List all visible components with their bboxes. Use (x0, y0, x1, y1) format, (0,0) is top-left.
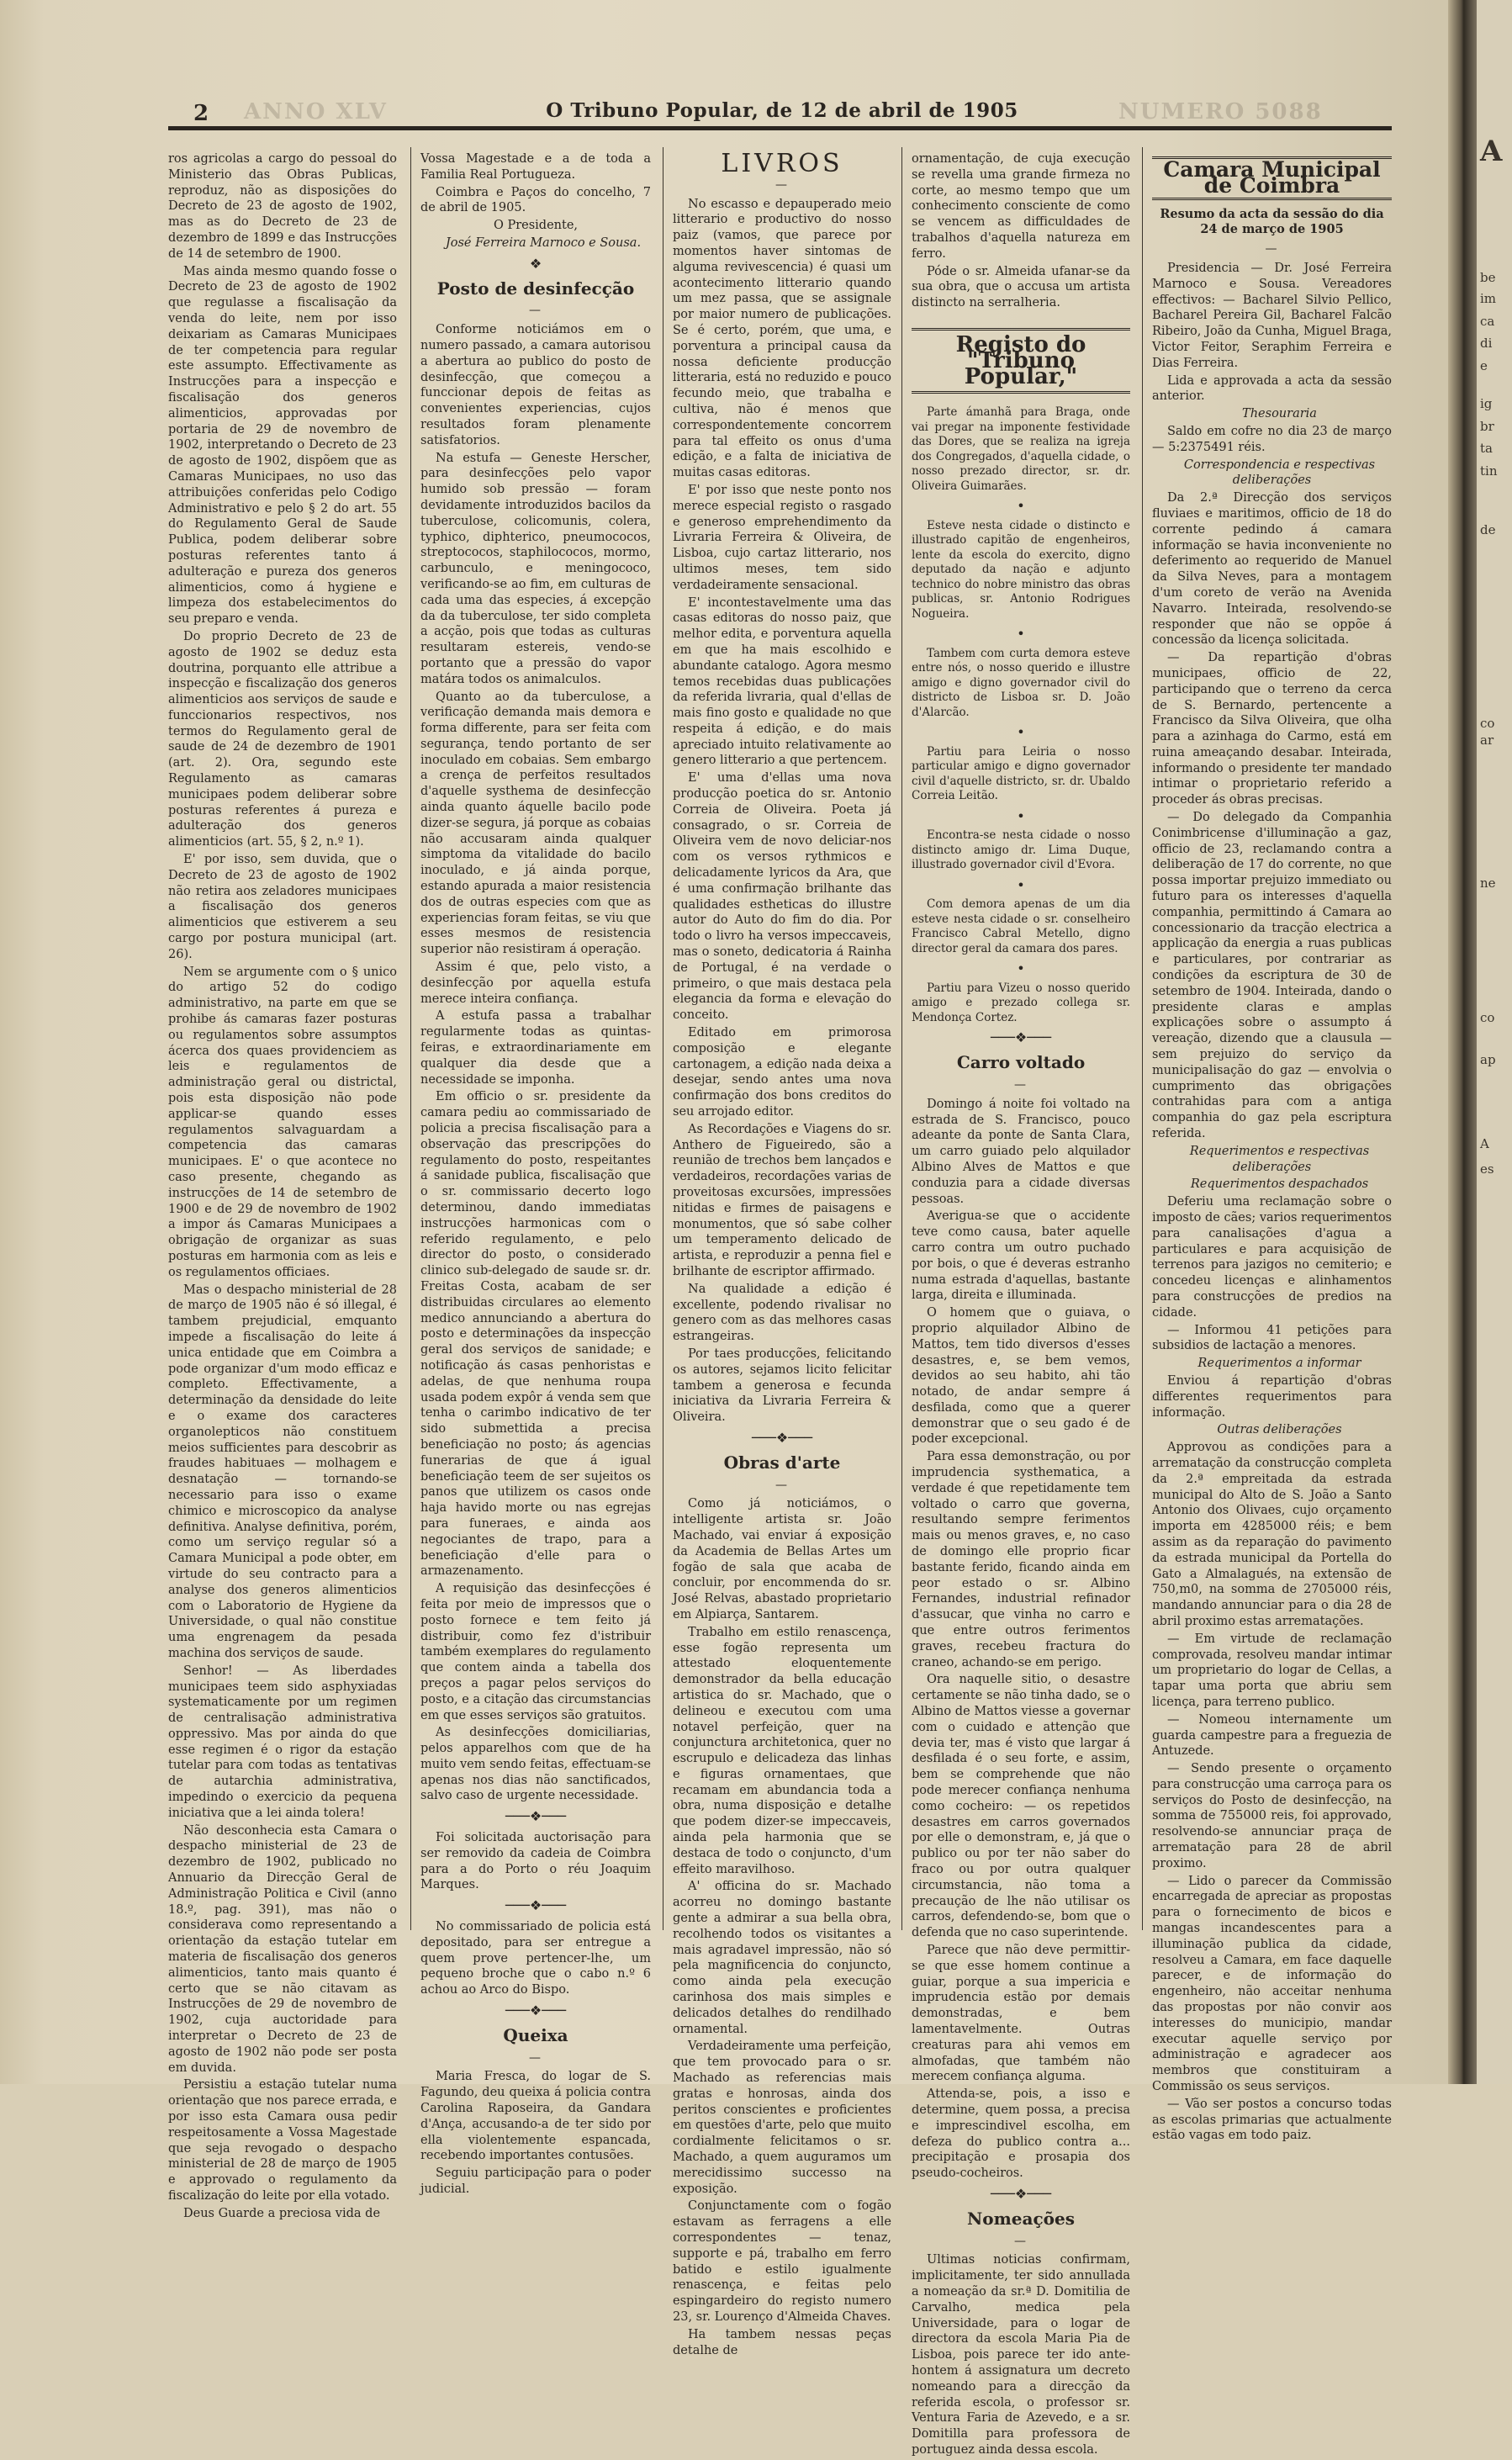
article-text: Vossa Magestade e a de toda a Familia Real Portugueza. (420, 152, 651, 182)
paragraph: Para essa demonstração, ou por imprudencia systhematica, a verdade é que repetidamente tem voltado o carro que governa, resultando sempre ferimentos mais ou menos graves, e, no caso de domingo elle proprio ficar bastante ferido, ficando ainda em peor estado o sr. Albino Fernandes, industrial refinador d'assucar, que vinha no carro e que entre outros ferimentos graves, recebeu fractura do craneo, achando-se em perigo. (912, 1450, 1130, 1669)
section-title-livros: LIVROS (721, 149, 843, 178)
item-separator: • (1017, 626, 1025, 643)
masthead: O Tribuno Popular, de 12 de abril de 1905 (546, 99, 1018, 122)
paragraph: No escasso e depauperado meio litterario e productivo do nosso paiz (vamos, que parece por momentos haver sintomas de alguma revivescencia) é quasi um acontecimento litterario quando um mez passa, que se assignale por maior numero de publicações. Se é certo, porém, que uma, e porventura a principal causa da nossa deficiente producção litteraria, está no reduzido e pouco fecundo meio, que trabalha e cultiva, não é menos que correspondentemente concorrem para tal effeito os onus d'uma edição, e a falta de iniciativa de muitas casas editoras. (673, 197, 891, 480)
next-page-fragment: co (1480, 1010, 1495, 1025)
subsection-despachados: Requerimentos despachados (1190, 1177, 1369, 1192)
next-page-fragment: A (1480, 1136, 1489, 1151)
paragraph: A' officina do sr. Machado acorreu no domingo bastante gente a admirar a sua bella obra, recolhendo todos os visitantes a mais agradavel impressão, não só pela magnificencia do conjuncto, como ainda pela execução carinhosa dos mais simples e delicados detalhes do rendilhado ornamental. (673, 1880, 891, 2036)
brief-news: Foi solicitada auctorisação para ser removido da cadeia de Coimbra para a do Porto o réu Joaquim Marques. (420, 1831, 651, 1892)
next-page-fragment: ne (1480, 876, 1496, 891)
subsection-correspondencia: Correspondencia e respectivas deliberações (1183, 458, 1376, 488)
paragraph: Partiu para Leiria o nosso particular amigo e digno governador civil d'aquelle districto, sr. dr. Ubaldo Correia Leitão. (912, 744, 1130, 803)
next-page-fragment: co (1480, 716, 1495, 731)
paragraph: Editado em primorosa composição e elegante cartonagem, a edição nada deixa a desejar, sendo antes uma nova confirmação dos bons creditos do seu arrojado editor. (673, 1026, 891, 1119)
paragraph: Do proprio Decreto de 23 de agosto de 1902 se deduz esta doutrina, porquanto elle attribue a inspecção e fiscalização dos generos alimenticios aos serviços de saude e funccionarios respectivos, nos termos do Regulamento geral de saude de 24 de dezembro de 1901 (art. 2). Ora, segundo este Regulamento as camaras municipaes podem deliberar sobre posturas referentes á pureza e adulteração dos generos alimenticios (art. 55, § 2, n.º 1). (168, 629, 397, 849)
brief-news: No commissariado de policia está depositado, para ser entregue a quem prove pertencer-lhe, um pequeno broche que o cabo n.º 6 achou ao Arco do Bispo. (420, 1920, 651, 1997)
paragraph: — Da repartição d'obras municipaes, officio de 22, participando que o terreno da cerca de S. Bernardo, pertencente a Francisco da Silva Oliveira, que olha para a azinhaga do Carmo, está em ruina ameaçando desabar. Inteirada, informando o presidente ter mandado intimar o proprietario referido a proceder ás obras precisas. (1152, 651, 1392, 807)
paragraph: Ha tambem nessas peças detalhe de (673, 2327, 891, 2357)
section-title-nomeacoes: Nomeações (967, 2208, 1075, 2229)
paragraph: — Em virtude de reclamação comprovada, resolveu mandar intimar um proprietario do logar de Cellas, a tapar uma porta que abriu sem licença, para terreno publico. (1152, 1632, 1392, 1709)
ornament-divider: ───❖─── (990, 1029, 1052, 1046)
column-5 (1152, 151, 1392, 2145)
paragraph: Assim é que, pelo visto, a desinfecção por aquella estufa merece inteira confiança. (420, 960, 651, 1006)
title-divider: — (1265, 242, 1279, 257)
column-1 (168, 151, 397, 2224)
informar-text: Enviou á repartição d'obras differentes requerimentos para informação. (1152, 1373, 1392, 1420)
paragraph: Conforme noticiámos em o numero passado, a camara autorisou a abertura ao publico do posto de desinfecção, que começou a funccionar depois de feitas as convenientes experiencias, cujos resultados foram plenamente satisfatorios. (420, 323, 651, 447)
column-2 (420, 151, 651, 2199)
paragraph: Attenda-se, pois, a isso e determine, quem possa, a precisa e imprescindivel escolha, em defeza do publico contra a... precipitação e prosapia dos pseudo-cocheiros. (912, 2087, 1130, 2181)
article-text (912, 151, 1130, 311)
paragraph: Mas o despacho ministerial de 28 de março de 1905 não é só illegal, é tambem prejudicial, emquanto impede a fiscalisação do leite á unica entidade que em Coimbra a pode organizar d'um modo efficaz e completo. Effectivamente, a determinação da densidade do leite e o exame dos caracteres organolepticos não constituem meios sufficientes para descobrir as fraudes habituaes — molhagem e desnatação — tornando-se necessario para isso o exame chimico e microscopico da analyse definitiva. Analyse definitiva, porém, como um serviço regular só a Camara Municipal a pode obter, em virtude do seu contracto para a analyse dos generos alimenticios com o Laboratorio de Hygiene da Universidade, o qual não constitue uma engrenagem da pesada machina dos serviços de saude. (168, 1283, 397, 1660)
paragraph: Tambem com curta demora esteve entre nós, o nosso querido e illustre amigo e digno governador civil do districto de Lisboa sr. D. João d'Alarcão. (912, 646, 1130, 719)
paragraph: As desinfecções domiciliarias, pelos apparelhos com que de ha muito vem sendo feitas, effectuam-se apenas nos dias não sanctificados, salvo caso de urgente necessidade. (420, 1726, 651, 1803)
column-rule (410, 147, 411, 1930)
paragraph: Em officio o sr. presidente da camara pediu ao commissariado de policia a precisa fiscalisação para a observação das prescripções do regulamento do posto, respeitantes á sanidade publica, fiscalisação que o sr. commissario decerto logo determinou, dando immediatas instrucções harmonicas com o referido regulamento, e pelo director do posto, o considerado clinico sub-delegado de saude sr. dr. Freitas Costa, acabam de ser distribuidas circulares ao elemento medico annunciando a abertura do posto e determinações da inspecção geral dos serviços de sanidade; e notificação ás casas penhoristas e adelas, de que nenhuma roupa usada podem expôr á venda sem que tenha o carimbo indicativo de ter sido submettida a precisa beneficiação no posto; ás agencias funerarias de que á igual beneficiação teem de ser sujeitos os panos que utilizem os casos onde haja havido morte ou nas egrejas para funeraes, e ainda aos negociantes de trapo, para a beneficiação d'elle para o armazenamento. (420, 1090, 651, 1579)
next-page-fragment: br (1480, 419, 1494, 434)
paragraph: E' por isso que neste ponto nos merece especial registo o rasgado e generoso emprehendimento da Livraria Ferreira & Oliveira, de Lisboa, cujo cartaz litterario, nos ultimos meses, tem sido verdadeiramente sensacional. (673, 483, 891, 592)
title-divider: — (775, 177, 789, 192)
title-divider: — (529, 304, 542, 318)
bleed-through-text-left: ANNO XLV (244, 99, 388, 124)
subsection-outras: Outras deliberações (1217, 1423, 1342, 1437)
ornament-divider: ❖ (529, 255, 542, 272)
paragraph: — Sendo presente o orçamento para construcção uma carroça para os serviços do Posto de desinfecção, na somma de 755000 reis, foi approvado, resolvendo-se annunciar praça de arrematação para 28 de abril proximo. (1152, 1762, 1392, 1870)
paragraph: Na estufa — Geneste Herscher, para desinfecções pelo vapor humido sob pressão — foram devidamente introduzidos bacilos da tuberculose, colicomunis, colera, typhico, diphterico, pneumococos, streptococos, staphilococos, mormo, carbunculo, e meningococo, verificando-se ao fim, em culturas de cada uma das especies, á excepção da da tuberculose, ter sido completa a acção, pois que todas as culturas resultaram estereis, vendo-se portanto que a pressão do vapor matára todos os animalculos. (420, 451, 651, 686)
paragraph: ros agricolas a cargo do pessoal do Ministerio das Obras Publicas, reproduz, não as disposições do Decreto de 23 de agosto de 1902, mas as do Decreto de 23 de dezembro de 1899 e das Instrucções de 14 de setembro de 1900. (168, 152, 397, 261)
title-divider: — (529, 2050, 542, 2065)
next-page-edge (1477, 0, 1512, 2084)
next-page-fragment: ig (1480, 396, 1493, 411)
paragraph: — Informou 41 petições para subsidios de lactação a menores. (1152, 1323, 1392, 1353)
page-header (168, 99, 1396, 124)
page-gutter (1448, 0, 1477, 2084)
section-title-queixa: Queixa (503, 2024, 568, 2045)
title-divider: — (1014, 2234, 1028, 2248)
title-divider: — (1014, 1077, 1028, 1092)
next-page-fragment: tin (1480, 463, 1498, 479)
column-rule (1142, 147, 1143, 1930)
paragraph: Mas ainda mesmo quando fosse o Decreto de 23 de agosto de 1902 que regulasse a fiscalisação da venda do leite, nem por isso deixariam as Camaras Municipaes de ter competencia para regular este assumpto. Effectivamente as Instrucções para a inspecção e fiscalisação dos generos alimenticios, approvadas por portaria de 29 de novembro de 1902, interpretando o Decreto de 23 de agosto de 1902, dispõem que as Camaras Municipaes, no uso das attribuições conferidas pelo Codigo Administrativo e pelo § 2 do art. 55 do Regulamento Geral de Saude Publica, podem deliberar sobre posturas referentes tanto á adulteração e pureza dos generos alimenticios, como á hygiene e limpeza dos estabelecimentos do seu preparo e venda. (168, 264, 397, 627)
acta: Lida e approvada a acta da sessão anterior. (1152, 373, 1392, 404)
paragraph: Esteve nesta cidade o distincto e illustrado capitão de engenheiros, lente da escola do exercito, digno deputado da nação e adjunto technico do nobre ministro das obras publicas, sr. Antonio Rodrigues Nogueira. (912, 518, 1130, 621)
signature-name: José Ferreira Marnoco e Sousa. (445, 235, 642, 250)
ornament-divider: ───❖─── (505, 1897, 567, 1914)
paragraph: Senhor! — As liberdades municipaes teem sido asphyxiadas systematicamente por um regimen de centralisação administrativa oppressivo. Mas por ainda do que esse regimen é o rigor da estação tutelar para com todas as tentativas de autarchia administrativa, impedindo o exercicio da pequena iniciativa que a lei ainda tolera! (168, 1664, 397, 1820)
paragraph: ornamentação, de cuja execução se revella uma grande firmeza no corte, ao mesmo tempo que um conhecimento consciente de como se vencem as difficuldades de trabalhos d'aquella natureza em ferro. (912, 152, 1130, 261)
ornament-divider: ───❖─── (990, 2185, 1052, 2202)
paragraph: — Lido o parecer da Commissão encarregada de apreciar as propostas para o fornecimento de bicos e mangas incandescentes para a illuminação publica da cidade, resolveu a Camara, em face daquelle parecer, e de informação do engenheiro, não acceitar nenhuma das propostas por não convir aos interesses do municipio, mandar executar aquelle serviço por administração e agradecer aos membros que constituiram a Commissão os seus serviços. (1152, 1874, 1392, 2094)
article-text (1152, 490, 1392, 1142)
paragraph: A estufa passa a trabalhar regularmente todas as quintas-feiras, e extraordinariamente em qualquer dia desde que a necessidade se imponha. (420, 1009, 651, 1087)
next-page-fragment: e (1480, 358, 1488, 373)
article-text (420, 2069, 651, 2197)
article-text (912, 1097, 1130, 2182)
paragraph: Trabalho em estilo renascença, esse fogão representa um attestado eloquentemente demonstrador da bella educação artistica do sr. Machado, que o delineou e executou com uma notavel perfeição, quer na conjunctura architetonica, quer no escrupulo e delicadeza das linhas e figuras ornamentaes, que recamam em abundancia toda a obra, numa disposição e detalhe que podem dizer-se impeccaveis, ainda pela harmonia que se destaca de todo o conjuncto, d'um effeito maravilhoso. (673, 1625, 891, 1876)
section-title-camara: Camara Municipal de Coimbra (1152, 156, 1392, 200)
paragraph: Com demora apenas de um dia esteve nesta cidade o sr. conselheiro Francisco Cabral Metello, digno director geral da camara dos pares. (912, 897, 1130, 955)
article-text (912, 2252, 1130, 2457)
paragraph: Parte ámanhã para Braga, onde vai pregar na imponente festividade das Dores, que se realiza na igreja dos Congregados, d'aquella cidade, o nosso prezado director, sr. dr. Oliveira Guimarães. (912, 405, 1130, 493)
paragraph: Ora naquelle sitio, o desastre certamente se não tinha dado, se o Albino de Mattos viesse a governar com o cuidado e attenção que devia ter, mas é visto que largar á desfilada é o seu forte, e assim, bem se comprehende que não pode merecer confiança nenhuma como cocheiro: — os repetidos desastres em carros governados por elle o demonstram, e, já que o publico ou por ter não saber do fraco ou por outra qualquer circumstancia, não toma a precaução de lhe não utilisar os carros, defendendo-se, bom que o defenda que no caso superintende. (912, 1673, 1130, 1940)
paragraph: Seguiu participação para o poder judicial. (420, 2166, 651, 2197)
paragraph: E' incontestavelmente uma das casas editoras do nosso paiz, que melhor edita, e porventura aquella em que ha mais escolhido e abundante catalogo. Agora mesmo temos recebidas duas publicações da referida livraria, qual d'ellas de mais fino gosto e qualidade no que respeita á edição, e do mais apreciado intuito relativamente ao genero litterario a que pertencem. (673, 595, 891, 768)
paragraph: Deferiu uma reclamação sobre o imposto de cães; varios requerimentos para canalisações d'agua a particulares e para acquisição de terrenos para jazigos no cemiterio; e concedeu licenças e alinhamentos para construcções de predios na cidade. (1152, 1195, 1392, 1320)
paragraph: E' por isso, sem duvida, que o Decreto de 23 de agosto de 1902 não retira aos zeladores municipaes a fiscalisação dos generos alimenticios que estiverem a seu cargo por postura municipal (art. 26). (168, 853, 397, 961)
item-separator: • (1017, 807, 1025, 824)
item-separator: • (1017, 876, 1025, 893)
presidencia: Presidencia — Dr. José Ferreira Marnoco e Sousa. Vereadores effectivos: — Bacharel Silvio Pellico, Bacharel Pereira Gil, Bacharel Falcão Ribeiro, João da Cunha, Miguel Braga, Victor Feitor, Seraphim Ferreira e Dias Ferreira. (1152, 261, 1392, 370)
next-page-fragment: be (1480, 270, 1496, 285)
page-number: 2 (193, 101, 209, 126)
paragraph: Maria Fresca, do logar de S. Fagundo, deu queixa á policia contra Carolina Raposeira, da Gandara d'Ança, accusando-a de ter sido por ella violentemente espancada, recebendo importantes contusões. (420, 2070, 651, 2163)
paragraph: Póde o sr. Almeida ufanar-se da sua obra, que o accusa um artista distincto na serralheria. (912, 264, 1130, 310)
next-page-fragment: ap (1480, 1052, 1496, 1067)
ornament-divider: ───❖─── (505, 1808, 567, 1825)
paragraph: Na qualidade a edição é excellente, podendo rivalisar no genero com as das melhores casas estrangeiras. (673, 1282, 891, 1344)
header-rule (168, 126, 1392, 130)
next-page-fragment: de (1480, 522, 1496, 537)
paragraph: Deus Guarde a preciosa vida de (183, 2206, 381, 2220)
subsection-requerimentos: Requerimentos e respectivas deliberações (1189, 1144, 1370, 1174)
paragraph: Por taes producções, felicitando os autores, sejamos licito felicitar tambem a generosa e fecunda iniciativa da Livraria Ferreira & Oliveira. (673, 1346, 891, 1425)
article-text (673, 1496, 891, 2358)
column-4 (912, 151, 1130, 2460)
item-separator: • (1017, 960, 1025, 977)
column-rule (901, 147, 902, 1930)
paragraph: Partiu para Vizeu o nosso querido amigo e prezado collega sr. Mendonça Cortez. (912, 981, 1130, 1024)
paragraph: — Vão ser postos a concurso todas as escolas primarias que actualmente estão vagas em todo paiz. (1152, 2097, 1392, 2143)
paragraph: Persistiu a estação tutelar numa orientação que nos parece errada, e por isso esta Camara ousa pedir respeitosamente a Vossa Magestade que seja revogado o despacho ministerial de 28 de março de 1905 e approvado o regulamento da fiscalização do leite por ella votado. (168, 2078, 397, 2203)
signature-title: O Presidente, (493, 219, 579, 233)
next-page-fragment: ar (1480, 733, 1494, 748)
section-title-carro: Carro voltado (956, 1052, 1086, 1073)
paragraph: Quanto ao da tuberculose, a verificação demanda mais demora e forma differente, para ser feita com segurança, tendo portanto de ser inoculado em cobaias. Sem embargo a crença de perfeitos resultados d'aquelle systhema de desinfecção ainda quanto áquelle bacilo pode dizer-se segura, já porque as cobaias não accusaram ainda qualquer simptoma da vitalidade do bacilo inoculado, e já ainda porque, estando apurada a maior resistencia dos de outras especies com que as experiencias foram feitas, se viu que esses mesmos de resistencia superior não resistiram á operação. (420, 690, 651, 957)
paragraph: Approvou as condições para a arrematação da construcção completa da 2.ª empreitada da estrada municipal do Alto de S. João a Santo Antonio dos Olivaes, cujo orçamento importa em 4285000 réis; e bem assim as da reparação do pavimento da estrada municipal da Portella do Gato a Almalagués, na extensão de 750,m0, na somma de 2705000 réis, mandando annunciar para o dia 28 de abril proximo estas arrematações. (1152, 1441, 1392, 1628)
title-divider: — (775, 1478, 789, 1492)
paragraph: — Do delegado da Companhia Conimbricense d'illuminação a gaz, officio de 23, reclamando contra a deliberação de 17 do corrente, no que possa importar prejuizo immediato ou futuro para os interesses d'aquella companhia, permittindo á Camara ao concessionario da tracção electrica a applicação da energia a ruas publicas e particulares, por contrariar as condições da escriptura de 30 de setembro de 1904. Inteirada, dando o presidente claras e amplas explicações sobre o assumpto á vereação, dizendo que a clausula — sem prejuizo do serviço da municipalisação do gaz — envolvia o cumprimento das obrigações contrahidas para com a antiga companhia do gaz pela escriptura referida. (1152, 811, 1392, 1141)
article-text (1152, 1440, 1392, 2144)
paragraph: Parece que não deve permittir-se que esse homem continue a guiar, porque a sua impericia e imprudencia estão por demais demonstradas, e bem lamentavelmente. Outras creaturas para ahi vemos em almofadas, que também não merecem confiança alguma. (912, 1943, 1130, 2084)
paragraph: Como já noticiámos, o intelligente artista sr. João Machado, vai enviar á exposição da Academia de Bellas Artes um fogão de sala que acaba de concluir, por encommenda do sr. José Relvas, abastado proprietario em Alpiarça, Santarem. (673, 1497, 891, 1621)
item-separator: • (1017, 498, 1025, 515)
column-3 (673, 151, 891, 2360)
next-page-fragment: di (1480, 336, 1493, 351)
paragraph: E' uma d'ellas uma nova producção poetica do sr. Antonio Correia de Oliveira. Poeta já consagrado, o sr. Correia de Oliveira vem de novo deliciar-nos com os versos rythmicos e delicadamente lyricos da Ara, que é uma confirmação brilhante das qualidades estheticas do illustre autor do Auto do fim do dia. Por todo o livro ha versos impeccaveis, mas o soneto, dedicatoria á Rainha de Portugal, é na verdade o primeiro, o que mais destaca pela elegancia da forma e elevação do conceito. (673, 771, 891, 1023)
saldo: Saldo em cofre no dia 23 de março — 5:2375491 réis. (1152, 424, 1392, 454)
section-title-posto: Posto de desinfecção (436, 278, 635, 299)
paragraph: Não desconhecia esta Camara o despacho ministerial de 23 de dezembro de 1902, publicado no Annuario da Direcção Geral de Administração Politica e Civil (anno 18.º, pag. 391), mas não o considerava como representando a orientação da estação tutelar em materia de fiscalisação dos generos alimenticios, tanto mais quanto é certo que se não citavam as Instrucções de 29 de novembro de 1902, cuja auctoridade para interpretar o Decreto de 23 de agosto de 1902 não pode ser posta em duvida. (168, 1823, 397, 2075)
article-text (168, 151, 397, 2222)
place-date: Coimbra e Paços do concelho, 7 de abril de 1905. (420, 185, 651, 215)
paragraph: Encontra-se nesta cidade o nosso distincto amigo dr. Lima Duque, illustrado governador civil d'Evora. (912, 828, 1130, 872)
paragraph: Ultimas noticias confirmam, implicitamente, ter sido annullada a nomeação da sr.ª D. Domitilia de Carvalho, medica pela Universidade, para o logar de directora da escola Maria Pia de Lisboa, pois parece ter ido ante-hontem á assignatura um decreto nomeando para a direcção da referida escola, o professor sr. Ventura Faria de Azevedo, e a sr. Domitilla para professora de portuguez ainda dessa escola. (912, 2253, 1130, 2457)
subsection-informar: Requerimentos a informar (1197, 1357, 1361, 1371)
section-title-registo: Registo do "Tribuno Popular," (912, 328, 1130, 394)
next-page-fragment: es (1480, 1161, 1494, 1177)
paragraph: Verdadeiramente uma perfeição, que tem provocado para o sr. Machado as referencias mais gratas e honrosas, ainda dos peritos conscientes e proficientes em questões d'arte, pelo que muito cordialmente felicitamos o sr. Machado, a quem auguramos um merecidissimo successo na exposição. (673, 2039, 891, 2196)
registo-items (912, 405, 1130, 1025)
article-text (1152, 1194, 1392, 1354)
section-title-obras: Obras d'arte (723, 1452, 841, 1473)
ornament-divider: ───❖─── (505, 2002, 567, 2019)
subsection-thesouraria: Thesouraria (1242, 407, 1317, 421)
paragraph: Conjunctamente com o fogão estavam as ferragens a elle correspondentes — tenaz, supporte e pá, trabalho em ferro batido e estilo igualmente renascença, e feitas pelo espingardeiro do registo numero 23, sr. Lourenço d'Almeida Chaves. (673, 2199, 891, 2324)
paragraph: A requisição das desinfecções é feita por meio de impressos que o posto fornece e tem feito já distribuir, como fez d'istribuir também exemplares do regulamento que contem ainda a tabella dos preços a pagar pelos serviços do posto, e a citação das circumstancias em que esses serviços são gratuitos. (420, 1582, 651, 1722)
bleed-through-text-right: NUMERO 5088 (1118, 99, 1323, 124)
paragraph: Averigua-se que o accidente teve como causa, bater aquelle carro contra um outro puchado por bois, o que é deveras estranho numa estrada d'aquellas, bastante larga, direita e illuminada. (912, 1209, 1130, 1303)
paragraph: Da 2.ª Direcção dos serviços fluviaes e maritimos, officio de 18 do corrente pedindo á camara informação se havia inconveniente no deferimento ao requerido de Manuel da Silva Neves, para a montagem d'um coreto de verão na Avenida Navarro. Inteirada, resolvendo-se responder que não se oppõe á concessão da licença solicitada. (1152, 491, 1392, 648)
paragraph: Domingo á noite foi voltado na estrada de S. Francisco, pouco adeante da ponte de Santa Clara, um carro guiado pelo alquilador Albino Alves de Mattos e que conduzia para a cidade diversas pessoas. (912, 1097, 1130, 1206)
session-subtitle: Resumo da acta da sessão do dia 24 de março de 1905 (1160, 206, 1384, 237)
ornament-divider: ───❖─── (751, 1429, 813, 1446)
paragraph: Nem se argumente com o § unico do artigo 52 do codigo administrativo, na parte em que se prohibe ás camaras fazer posturas ou regulamentos sobre assumptos ácerca dos quaes providenciem as leis e regulamentos de administração geral ou districtal, pois esta disposição não pode applicar-se quando esses regulamentos salvaguardam a competencia das camaras municipaes. E' o que acontece no caso presente, chegando as instrucções de 14 de setembro de 1900 e de 29 de novembro de 1902 a impor ás Camaras Municipaes a obrigação de organizar as suas posturas em harmonia com as leis e os regulamentos officiaes. (168, 965, 397, 1279)
paragraph: — Nomeou internamente um guarda campestre para a freguezia de Antuzede. (1152, 1712, 1392, 1759)
item-separator: • (1017, 724, 1025, 741)
next-page-fragment: A (1480, 135, 1503, 168)
next-page-fragment: im (1480, 291, 1497, 306)
article-text (420, 322, 651, 1804)
next-page-fragment: ca (1480, 314, 1495, 329)
paragraph: As Recordações e Viagens do sr. Anthero de Figueiredo, são a reunião de trechos bem lançados e verdadeiros, recordações varias de proveitosas excursões, impressões nitidas e firmes de paisagens e monumentos, que só sabe colher um temperamento delicado de artista, e reproduzir a penna fiel e brilhante de escriptor affirmado. (673, 1122, 891, 1278)
paragraph: O homem que o guiava, o proprio alquilador Albino de Mattos, tem tido diversos d'esses desastres, e, se bem vemos, devidos ao seu habito, ahi tão notado, de andar sempre á desfilada, como que a querer demonstrar que o seu gado é de poder excepcional. (912, 1306, 1130, 1447)
article-text (673, 197, 891, 1426)
next-page-fragment: ta (1480, 441, 1493, 456)
